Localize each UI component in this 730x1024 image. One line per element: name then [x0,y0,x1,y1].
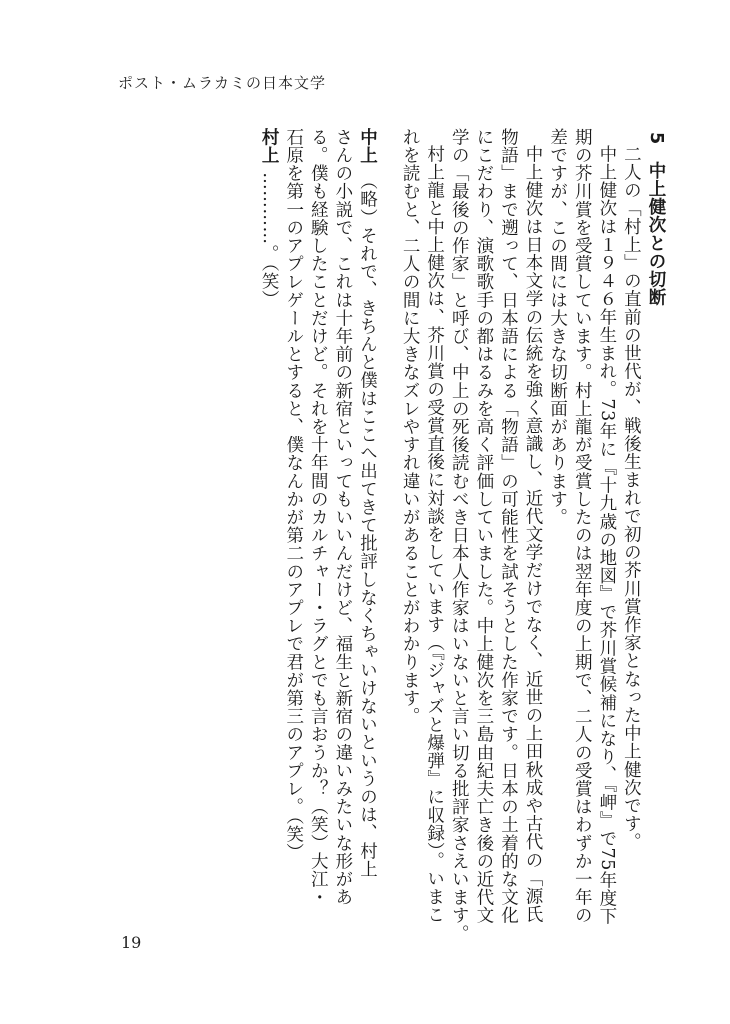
text-column: れを読むと、二人の間に大きなズレやすれ違いがあることがわかります。 [400,128,421,726]
text-column: 学の「最後の作家」と呼び、中上の死後読むべき日本人作家はいないと言い切る批評家さえいます。 [449,128,470,943]
dialogue-text: （略）それで、きちんと僕はここへ出てきて批評しなくちゃいけないというのは、村上 [357,172,378,879]
speaker-label: 中上 [357,128,378,165]
dialogue-line [257,128,282,928]
text-column: 期の芥川賞を受賞しています。村上龍が受賞したのは翌年度の上期で、二人の受賞はわずか一年の [572,128,593,925]
speaker-label: 村上 [259,128,280,165]
page-number: 19 [121,933,142,952]
text-column: にこだわり、演歌歌手の都はるみを高く評価していました。中上健次を三島由紀夫亡き後の近代文 [473,128,494,925]
section-heading [643,128,668,928]
text-column: 石原を第一のアプレゲールとすると、僕なんかが第二のアプレで君が第三のアプレ。（笑） [283,128,304,862]
section-title: 中上健次との切断 [646,161,666,307]
text-column: 中上健次は１９４６年生まれ。73年に『十九歳の地図』で芥川賞候補になり、『岬』で75年度下 [596,145,617,926]
section-number: 5 [646,132,666,145]
text-column: 物語」まで遡って、日本語による「物語」の可能性を試そうとした作家です。日本の土着的な文化 [498,128,519,925]
text-column: 差ですが、この間には大きな切断面があります。 [547,128,568,527]
text-column: 村上龍と中上健次は、芥川賞の受賞直後に対談をしています（『ジャズと爆弾』に収録）。いまこ [424,145,445,924]
dialogue-line [355,128,380,928]
text-column: 中上健次は日本文学の伝統を強く意識し、近代文学だけでなく、近世の上田秋成や古代の「源氏 [523,145,544,924]
dialogue-text: …………。（笑） [259,172,280,309]
text-column: 二人の「村上」の直前の世代が、戦後生まれで初の芥川賞作家となった中上健次です。 [621,145,642,851]
vertical-body-text [257,128,669,943]
paragraph-gap [379,128,397,928]
running-head: ポスト・ムラカミの日本文学 [118,74,327,92]
text-column: さんの小説で、これは十年前の新宿といってもいいんだけど、福生と新宿の違いみたいな形があ [332,128,353,907]
text-column: る。僕も経験したことだけど。それを十年間のカルチャー・ラグとでも言おうか？（笑）大江・ [308,128,329,907]
